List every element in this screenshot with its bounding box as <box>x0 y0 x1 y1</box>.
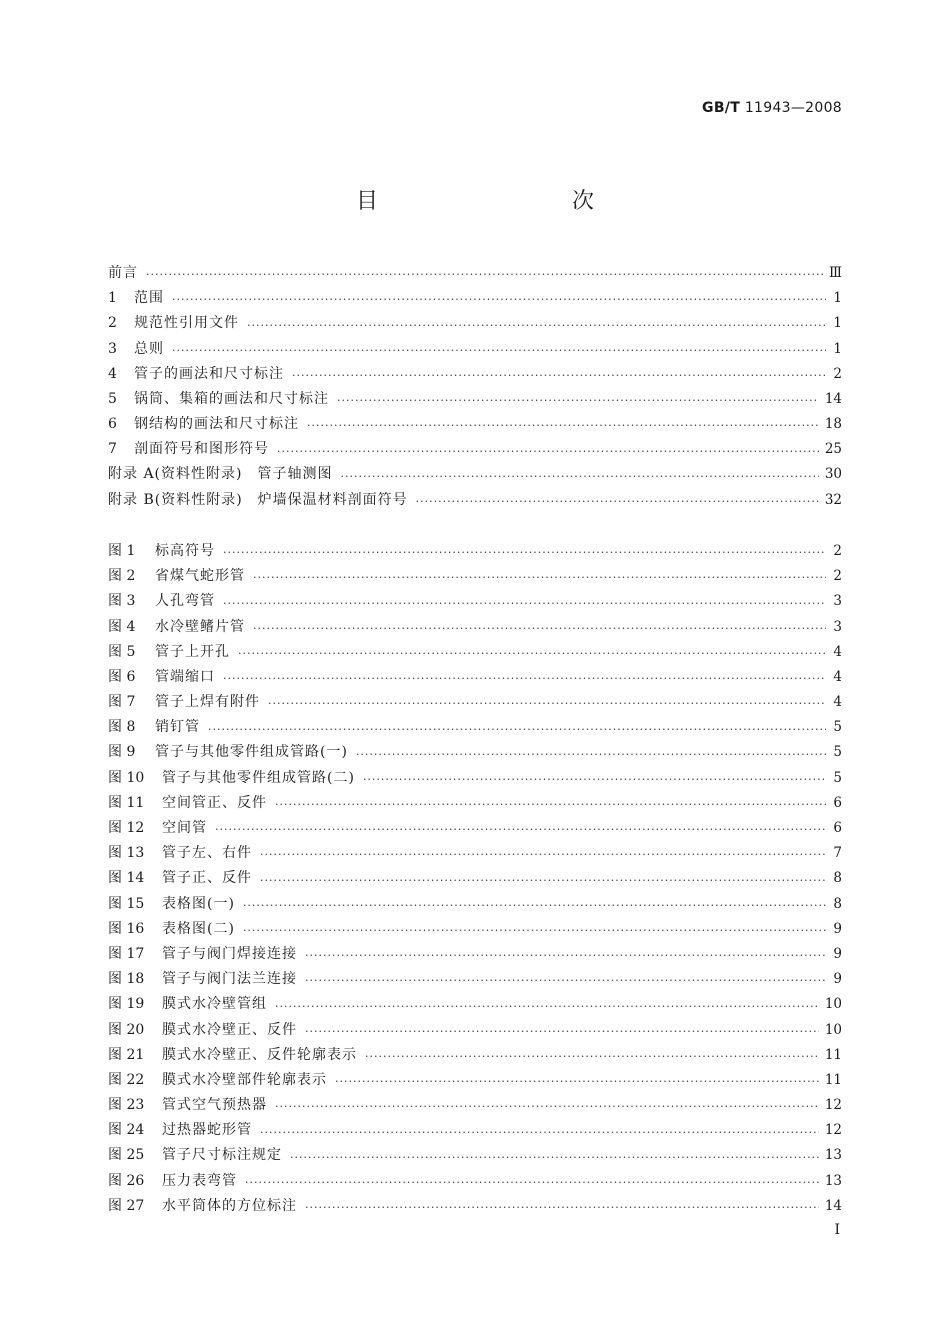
toc-dot-leader <box>277 437 819 462</box>
toc-entry-label: 膜式水冷壁部件轮廓表示 <box>162 1071 327 1088</box>
toc-figure-entry[interactable] <box>108 1118 842 1143</box>
toc-entry-number: 图 20 <box>108 1021 145 1038</box>
toc-entry-label: 膜式水冷壁正、反件 <box>162 1021 297 1038</box>
toc-entry-number: 图 27 <box>108 1197 145 1214</box>
toc-entry-page: 32 <box>824 491 842 508</box>
toc-entry-page: 2 <box>833 568 842 585</box>
toc-entry-page: 30 <box>824 466 842 483</box>
toc-dot-leader <box>305 967 826 992</box>
standard-number: 11943—2008 <box>744 100 842 116</box>
toc-figure-entry[interactable] <box>108 690 842 715</box>
toc-section-entry[interactable] <box>108 387 842 412</box>
toc-entry-label: 管子正、反件 <box>162 870 252 887</box>
toc-entry-page: 9 <box>833 920 842 937</box>
toc-entry-page: 14 <box>824 1197 842 1214</box>
toc-entry-number: 3 <box>108 340 117 357</box>
toc-dot-leader <box>305 1194 819 1219</box>
toc-dot-leader <box>292 362 826 387</box>
toc-figure-entry[interactable] <box>108 1169 842 1194</box>
toc-entry-label: 管子上开孔 <box>155 643 230 660</box>
toc-dot-leader <box>245 1169 819 1194</box>
toc-entry-number: 图 8 <box>108 719 136 736</box>
toc-figure-entry[interactable] <box>108 917 842 942</box>
toc-entry-label: 省煤气蛇形管 <box>155 568 245 585</box>
toc-entry-page: 13 <box>824 1172 842 1189</box>
toc-entry-page: 14 <box>824 390 842 407</box>
toc-entry-page: 11 <box>824 1071 842 1088</box>
toc-figure-entry[interactable] <box>108 1093 842 1118</box>
toc-entry-label: 总则 <box>134 340 164 357</box>
toc-entry-number: 图 14 <box>108 870 145 887</box>
toc-figure-entry[interactable] <box>108 589 842 614</box>
toc-entry-label: 管子与其他零件组成管路(二) <box>162 769 355 786</box>
toc-entry-page: 1 <box>833 290 842 307</box>
toc-figure-entry[interactable] <box>108 1068 842 1093</box>
toc-entry-page: 1 <box>833 315 842 332</box>
toc-entry-number: 2 <box>108 315 117 332</box>
toc-section-entry[interactable] <box>108 311 842 336</box>
toc-entry-number: 图 10 <box>108 769 145 786</box>
toc-entry-label: 水冷壁鳍片管 <box>155 618 245 635</box>
toc-entry-label: 管子上焊有附件 <box>155 694 260 711</box>
toc-figure-entry[interactable] <box>108 640 842 665</box>
toc-entry-label: 膜式水冷壁管组 <box>162 996 267 1013</box>
toc-entry-number: 6 <box>108 416 117 433</box>
toc-dot-leader <box>172 286 826 311</box>
toc-figure-entry[interactable] <box>108 1018 842 1043</box>
toc-entry-number: 图 1 <box>108 542 136 559</box>
toc-entry-number: 图 21 <box>108 1046 145 1063</box>
toc-entry-page: 8 <box>833 895 842 912</box>
toc-entry-label: 管式空气预热器 <box>162 1097 267 1114</box>
toc-entry-label: 空间管正、反件 <box>162 794 267 811</box>
toc-entry-page: 7 <box>833 845 842 862</box>
toc-dot-leader <box>307 412 819 437</box>
toc-dot-leader <box>268 690 826 715</box>
toc-title: 目 次 <box>355 189 644 214</box>
toc-entry-label: 管子左、右件 <box>162 845 252 862</box>
toc-entry-number: 图 15 <box>108 895 145 912</box>
toc-entry-page: Ⅲ <box>828 264 842 281</box>
toc-entry-label: 表格图(一) <box>162 895 235 912</box>
toc-entry-label: 范围 <box>134 290 164 307</box>
toc-entry-number: 图 9 <box>108 744 136 761</box>
toc-entry-number: 图 13 <box>108 845 145 862</box>
toc-dot-leader <box>340 463 818 488</box>
toc-entry-page: 4 <box>833 668 842 685</box>
toc-entry-page: 8 <box>833 870 842 887</box>
toc-section-entry[interactable] <box>108 337 842 362</box>
toc-entry-label: 管子尺寸标注规定 <box>162 1147 282 1164</box>
toc-entry-number: 1 <box>108 290 117 307</box>
toc-entry-label: 附录 B(资料性附录) 炉墙保温材料剖面符号 <box>108 491 408 508</box>
toc-entry-page: 12 <box>824 1097 842 1114</box>
toc-dot-leader <box>290 1144 819 1169</box>
toc-entry-number: 图 11 <box>108 794 145 811</box>
toc-dot-leader <box>416 488 819 513</box>
toc-figure-entry[interactable] <box>108 791 842 816</box>
toc-section-entry[interactable] <box>108 463 842 488</box>
toc-entry-label: 膜式水冷壁正、反件轮廓表示 <box>162 1046 357 1063</box>
toc-dot-leader <box>253 615 826 640</box>
toc-dot-leader <box>363 766 826 791</box>
toc-entry-page: 4 <box>833 643 842 660</box>
toc-entry-number: 图 16 <box>108 920 145 937</box>
toc-entry-number: 图 3 <box>108 593 136 610</box>
page-number: Ⅰ <box>834 1222 840 1238</box>
toc-dot-leader <box>247 311 826 336</box>
standard-code <box>702 100 842 116</box>
toc-entry-label: 水平筒体的方位标注 <box>162 1197 297 1214</box>
toc-entry-page: 11 <box>824 1046 842 1063</box>
toc-entry-label: 管端缩口 <box>155 668 215 685</box>
toc-entry-page: 18 <box>824 416 842 433</box>
toc-entry-label: 管子与阀门焊接连接 <box>162 945 297 962</box>
toc-dot-leader <box>365 1043 819 1068</box>
toc-entry-number: 图 18 <box>108 971 145 988</box>
toc-entry-page: 6 <box>833 794 842 811</box>
toc-entry-number: 图 24 <box>108 1122 145 1139</box>
toc-entry-number: 图 17 <box>108 945 145 962</box>
toc-dot-leader <box>208 715 826 740</box>
toc-entry-label: 压力表弯管 <box>162 1172 237 1189</box>
toc-dot-leader <box>275 992 819 1017</box>
toc-dot-leader <box>337 387 819 412</box>
toc-entry-number: 图 22 <box>108 1071 145 1088</box>
toc-entry-page: 10 <box>824 1021 842 1038</box>
toc-entry-label: 空间管 <box>162 820 207 837</box>
toc-section-entry[interactable] <box>108 362 842 387</box>
toc-entry-label: 过热器蛇形管 <box>162 1122 252 1139</box>
toc-dot-leader <box>356 741 826 766</box>
toc-entry-label: 钢结构的画法和尺寸标注 <box>134 416 299 433</box>
toc-dot-leader <box>238 640 826 665</box>
toc-entry-label: 前言 <box>108 264 138 281</box>
toc-dot-leader <box>223 589 826 614</box>
toc-entry-number: 图 7 <box>108 694 136 711</box>
toc-dot-leader <box>243 917 826 942</box>
toc-section-entry[interactable] <box>108 261 842 286</box>
toc-dot-leader <box>335 1068 819 1093</box>
toc-entry-label: 表格图(二) <box>162 920 235 937</box>
toc-dot-leader <box>260 841 826 866</box>
toc-entry-page: 1 <box>833 340 842 357</box>
toc-section-entry[interactable] <box>108 412 842 437</box>
toc-entry-page: 12 <box>824 1122 842 1139</box>
toc-dot-leader <box>305 1018 819 1043</box>
toc-figure-entry[interactable] <box>108 892 842 917</box>
toc-entry-page: 6 <box>833 820 842 837</box>
toc-figure-entry[interactable] <box>108 1144 842 1169</box>
toc-entry-number: 图 2 <box>108 568 136 585</box>
toc-entry-number: 图 25 <box>108 1147 145 1164</box>
toc-entry-page: 3 <box>833 593 842 610</box>
toc-entry-page: 2 <box>833 365 842 382</box>
toc-dot-leader <box>260 866 826 891</box>
toc-entry-number: 图 4 <box>108 618 136 635</box>
toc-entry-number: 图 12 <box>108 820 145 837</box>
toc-entry-page: 9 <box>833 971 842 988</box>
toc-entry-label: 管子与其他零件组成管路(一) <box>155 744 348 761</box>
toc-entry-page: 10 <box>824 996 842 1013</box>
toc-entry-page: 2 <box>833 542 842 559</box>
toc-entry-label: 管子与阀门法兰连接 <box>162 971 297 988</box>
toc-entry-number: 5 <box>108 390 117 407</box>
standard-prefix: GB/T <box>702 100 741 116</box>
toc-figure-entry[interactable] <box>108 816 842 841</box>
toc-entry-number: 图 6 <box>108 668 136 685</box>
toc-figure-entry[interactable] <box>108 1043 842 1068</box>
toc-figure-entry[interactable] <box>108 615 842 640</box>
toc-entry-page: 5 <box>833 769 842 786</box>
toc-dot-leader <box>223 539 826 564</box>
toc-figure-entry[interactable] <box>108 942 842 967</box>
toc-entry-page: 25 <box>824 441 842 458</box>
toc-figure-entry[interactable] <box>108 766 842 791</box>
toc-entry-page: 13 <box>824 1147 842 1164</box>
toc-entry-label: 附录 A(资料性附录) 管子轴测图 <box>108 466 333 483</box>
toc-entry-label: 剖面符号和图形符号 <box>134 441 269 458</box>
toc-entry-number: 7 <box>108 441 117 458</box>
toc-entry-page: 5 <box>833 719 842 736</box>
toc-entry-label: 标高符号 <box>155 542 215 559</box>
toc-entry-label: 管子的画法和尺寸标注 <box>134 365 284 382</box>
toc-entry-number: 图 5 <box>108 643 136 660</box>
toc-figure-entry[interactable] <box>108 992 842 1017</box>
toc-entry-number: 4 <box>108 365 117 382</box>
toc-entry-label: 销钉管 <box>155 719 200 736</box>
toc-figure-entry[interactable] <box>108 539 842 564</box>
toc-dot-leader <box>243 892 826 917</box>
toc-entry-number: 图 23 <box>108 1097 145 1114</box>
toc-dot-leader <box>146 261 823 286</box>
toc-entry-label: 人孔弯管 <box>155 593 215 610</box>
toc-section-entry[interactable] <box>108 286 842 311</box>
toc-dot-leader <box>253 564 826 589</box>
toc-section-entry[interactable] <box>108 488 842 513</box>
toc-entry-page: 4 <box>833 694 842 711</box>
toc-figure-entry[interactable] <box>108 967 842 992</box>
toc-figures-list <box>108 539 842 1219</box>
toc-dot-leader <box>275 1093 819 1118</box>
toc-figure-entry[interactable] <box>108 866 842 891</box>
toc-entry-page: 3 <box>833 618 842 635</box>
toc-dot-leader <box>275 791 826 816</box>
toc-dot-leader <box>305 942 826 967</box>
toc-figure-entry[interactable] <box>108 841 842 866</box>
toc-figure-entry[interactable] <box>108 665 842 690</box>
toc-dot-leader <box>223 665 826 690</box>
toc-figure-entry[interactable] <box>108 741 842 766</box>
toc-entry-number: 图 26 <box>108 1172 145 1189</box>
toc-entry-label: 规范性引用文件 <box>134 315 239 332</box>
toc-dot-leader <box>215 816 826 841</box>
toc-entry-page: 9 <box>833 945 842 962</box>
toc-sections-list <box>108 261 842 513</box>
toc-entry-label: 锅筒、集箱的画法和尺寸标注 <box>134 390 329 407</box>
toc-figure-entry[interactable] <box>108 564 842 589</box>
toc-figure-entry[interactable] <box>108 1194 842 1219</box>
toc-entry-number: 图 19 <box>108 996 145 1013</box>
toc-dot-leader <box>172 337 826 362</box>
toc-section-entry[interactable] <box>108 437 842 462</box>
toc-entry-page: 5 <box>833 744 842 761</box>
toc-figure-entry[interactable] <box>108 715 842 740</box>
toc-dot-leader <box>260 1118 819 1143</box>
